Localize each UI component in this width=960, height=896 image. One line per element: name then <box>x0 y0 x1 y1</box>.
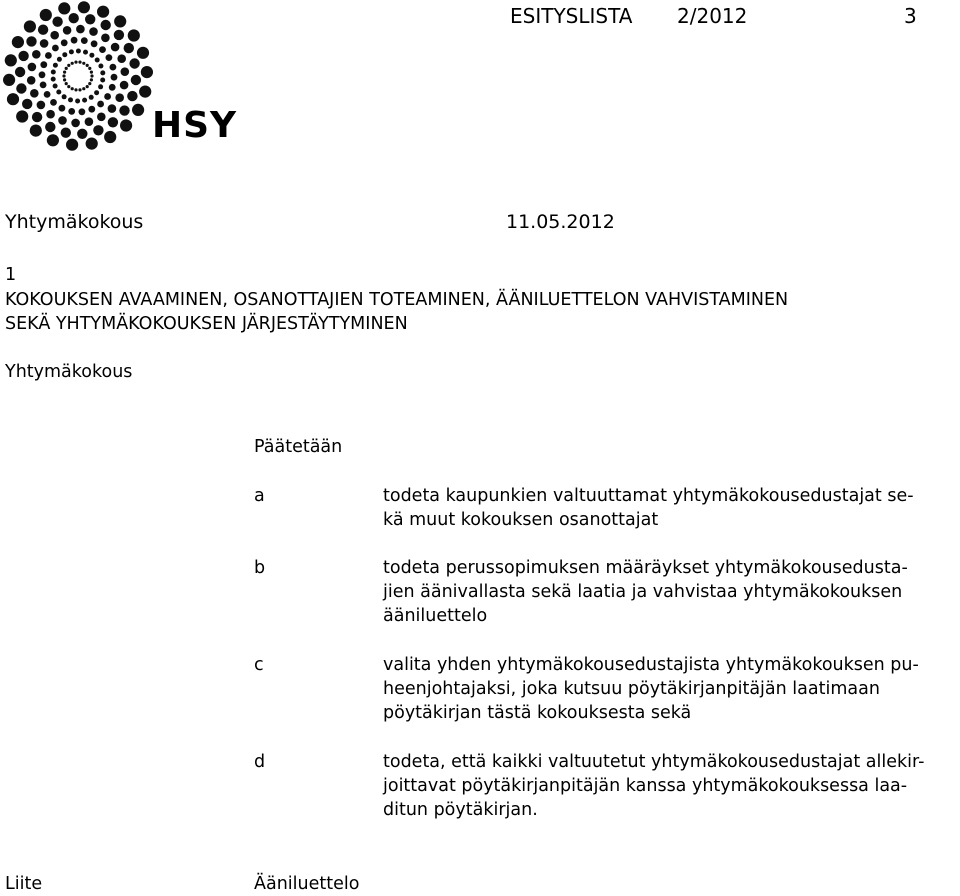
meeting-date: 11.05.2012 <box>506 211 615 233</box>
item-text-c <box>383 653 953 725</box>
item-letter-d: d <box>254 752 266 772</box>
page-number: 3 <box>904 4 917 28</box>
section-title-line-1: KOKOUKSEN AVAAMINEN, OSANOTTAJIEN TOTEAMINEN, ÄÄNILUETTELON VAHVISTAMINEN <box>5 290 789 310</box>
hsy-logo-wordmark: HSY <box>152 105 238 146</box>
item-text-d <box>383 750 953 822</box>
doc-type: ESITYSLISTA <box>510 4 633 28</box>
doc-number: 2/2012 <box>677 4 748 28</box>
meeting-body: Yhtymäkokous <box>5 211 144 233</box>
item-line: todeta kaupunkien valtuuttamat yhtymäkokousedustajat se- <box>383 486 914 506</box>
attachment-label: Liite <box>5 874 43 894</box>
item-line: jien äänivallasta sekä laatia ja vahvistaa yhtymäkokouksen <box>383 582 903 602</box>
item-text-b <box>383 556 953 628</box>
item-line: ditun pöytäkirjan. <box>383 800 538 820</box>
decision-maker: Yhtymäkokous <box>5 362 133 382</box>
section-title-line-2: SEKÄ YHTYMÄKOKOUKSEN JÄRJESTÄYTYMINEN <box>5 314 408 334</box>
item-text-a <box>383 484 953 532</box>
item-letter-b: b <box>254 558 266 578</box>
hsy-logo-icon <box>0 0 160 160</box>
item-letter-a: a <box>254 486 265 506</box>
item-line: valita yhden yhtymäkokousedustajista yhtymäkokouksen pu- <box>383 655 919 675</box>
item-letter-c: c <box>254 655 264 675</box>
item-line: kä muut kokouksen osanottajat <box>383 510 659 530</box>
item-line: todeta, että kaikki valtuutetut yhtymäkokousedustajat allekir- <box>383 752 925 772</box>
item-line: joittavat pöytäkirjanpitäjän kanssa yhtymäkokouksessa laa- <box>383 776 908 796</box>
item-line: pöytäkirjan tästä kokouksesta sekä <box>383 703 692 723</box>
item-line: heenjohtajaksi, joka kutsuu pöytäkirjanpitäjän laatimaan <box>383 679 880 699</box>
attachment-name: Ääniluettelo <box>254 874 360 894</box>
item-line: ääniluettelo <box>383 606 488 626</box>
resolution-intro: Päätetään <box>254 437 343 457</box>
item-line: todeta perussopimuksen määräykset yhtymäkokousedusta- <box>383 558 908 578</box>
section-number: 1 <box>5 265 17 285</box>
